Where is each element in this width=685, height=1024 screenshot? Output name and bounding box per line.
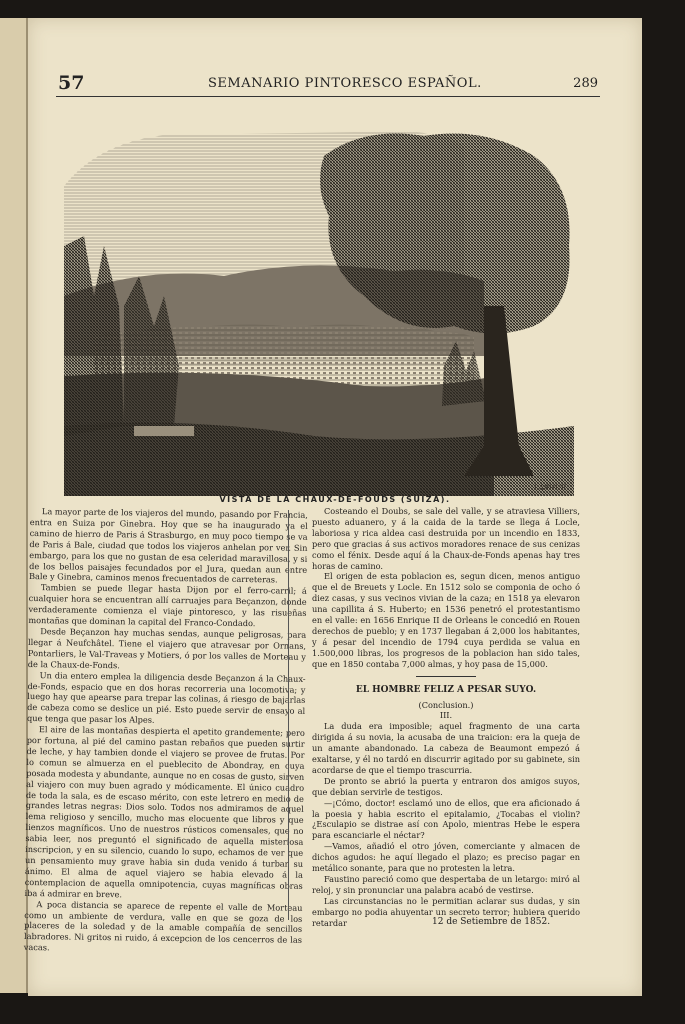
paragraph: El origen de esta poblacion es, segun dicen, menos antiguo que el de Breuets y Locle. En 1512 solo se componia de ocho ó diez casas, y sus vecinos vivian de la caza; en 1518 ya elevaron una capillita á S. Huberto; en 1536 penetró el protestantismo en el valle: en 1656 Enrique II de Orleans le concedió en Rouen derechos de pueblo; y en 1737 llegaban á 2,000 los habitantes, y á pesar del incendio de 1794 cuya perdida se valua en 1.500,000 libras, los progresos de la poblacion han sido tales, que en 1850 contaba 7,000 almas, y hoy pasa de 15,000. (312, 571, 580, 669)
paragraph: El aire de las montañas despierta el apetito grandemente; pero por fortuna, al pié del camino pastan rebaños que pueden surtir de leche, y hay tambien donde el viajero se provee de frutas. Por lo comun se almuerza en el pueblecito de Abondray, en cuya posada modesta y abundante, aunque no en cosas de gusto, sirven al viajero con muy buen agrado y módicamente. El único cuadro de toda la sala, es de escaso mérito, con este letrero en medio de grandes letras negras: Dios solo. Todos nos admiramos de aquel lema religioso y sencillo, mucho mas elocuente que libros y que lienzos magníficos. Uno de nuestros rústicos comensales, que no sabia leer, nos preguntó el significado de aquella misteriosa inscripcion, y en su silencio, cuando lo supo, echamos de ver que un pensamiento muy grave habia sin duda venido á turbar su ánimo. El alma de aquel viajero se habia elevado á la contemplacion de aquella omnipotencia, cuyas magníficas obras iba á admirar en breve. (24, 724, 305, 900)
paragraph: Desde Beçanzon hay muchas sendas, aunque peligrosas, para llegar á Neufchâtel. Tiene el viajero que atravesar por Ornans, Pontarliers, le Val-Traveas y Motiers, ó por los valles de Morteau y de la Chaux-de-Fonds. (27, 626, 307, 670)
paragraph: De pronto se abrió la puerta y entraron dos amigos suyos, que debian servirle de testigos. (312, 775, 580, 797)
dateline: 12 de Setiembre de 1852. (432, 917, 551, 927)
paragraph: Un dia entero emplea la diligencia desde Beçanzon á la Chaux-de-Fonds, espacio que en dos horas recorreria una locomotiva; y luego hay que apearse para trepar las colinas, á riesgo de bajarlas de cabeza como se deslice un pié. Esto puede servir de ensayo al que tenga que pasar los Alpes. (26, 669, 306, 725)
engraving-illustration (64, 126, 574, 496)
issue-number: 57 (58, 72, 85, 94)
publication-title: SEMANARIO PINTORESCO ESPAÑOL. (208, 76, 482, 91)
paragraph: La duda era imposible; aquel fragmento de una carta dirigida á su novia, la acusaba de una traicion: era la queja de un amante abandonado. La cabeza de Beaumont empezó á exaltarse, y él no tardó en discurrir agitado por su gabinete, sin acordarse de que el tiempo trascurria. (312, 721, 580, 775)
right-column (312, 506, 580, 929)
paragraph: Tambien se puede llegar hasta Dijon por el ferro-carril; á cualquier hora se encuentran allí carruajes para Beçanzon, donde verdaderamente comienza el viaje pintoresco, y las risueñas montañas que dominan la capital del Franco-Condado. (28, 582, 307, 629)
paragraph: —¡Cómo, doctor! esclamó uno de ellos, que era aficionado á la poesia y habia escrito el epitalamio, ¿Tocabas el violin? ¿Esculapio se distrae así con Apolo, mientras Hebe le espera para escanciarle el néctar? (312, 797, 580, 841)
column-rule (288, 510, 289, 920)
paragraph: La mayor parte de los viajeros del mundo, pasando por Francia, entra en Suiza por Ginebra. Hoy que se ha inaugurado ya el camino de hierro de Paris á Strasburgo, en muy poco tiempo se va de Paris á Bale, ciudad que todos los viajeros anhelan por ver. Sin embargo, para los que no gustan de esa celeridad maravillosa, y si de los bellos paisajes fecundados por el Jura, quedan aun entre Bale y Ginebra, caminos menos frecuentados de carreteras. (28, 506, 308, 585)
chapter-number: III. (439, 710, 453, 721)
header-rule (56, 96, 600, 97)
story-subtitle: (Conclusion.) (418, 699, 474, 710)
paragraph: Faustino pareció como que despertaba de un letargo: miró al reloj, y sin pronunciar una palabra acabó de vestirse. (312, 874, 580, 895)
paragraph: Las circunstancias no le permitian aclarar sus dudas, y sin embargo no podia ahuyentar un secreto terror; hubiera querido retardar (312, 895, 580, 928)
illustration-caption: VISTA DE LA CHAUX-DE-FOUDS (SUIZA). (219, 495, 451, 504)
paragraph: Costeando el Doubs, se sale del valle, y se atraviesa Villiers, puesto aduanero, y á la caida de la tarde se llega á Locle, laboriosa y rica aldea casi destruida por un incendio en 1833, pero que gracias á sus activos moradores renace de sus cenizas como el fénix. Desde aquí á la Chaux-de-Fonds apenas hay tres horas de camino. (312, 506, 580, 571)
story-title: EL HOMBRE FELIZ A PESAR SUYO. (355, 684, 537, 695)
paragraph: —Vamos, añadió el otro jóven, comerciante y almacen de dichos agudos: he aquí llegado el plazo; es preciso pagar en metálico sonante, para que no protesten la letra. (312, 841, 580, 874)
page-number: 289 (573, 76, 598, 91)
left-column (24, 506, 308, 957)
engraver-signature: LARHUE (534, 484, 567, 492)
section-rule (416, 676, 476, 677)
paragraph: A poca distancia se aparece de repente el valle de Morteau como un ambiente de verdura, valle en que se goza de los placeres de la soledad y de la amable compañía de sencillos labradores. Ni gritos ni ruido, á excepcion de los cencerros de las vacas. (23, 898, 303, 953)
facing-page-edge (0, 18, 28, 993)
running-header (58, 72, 598, 94)
